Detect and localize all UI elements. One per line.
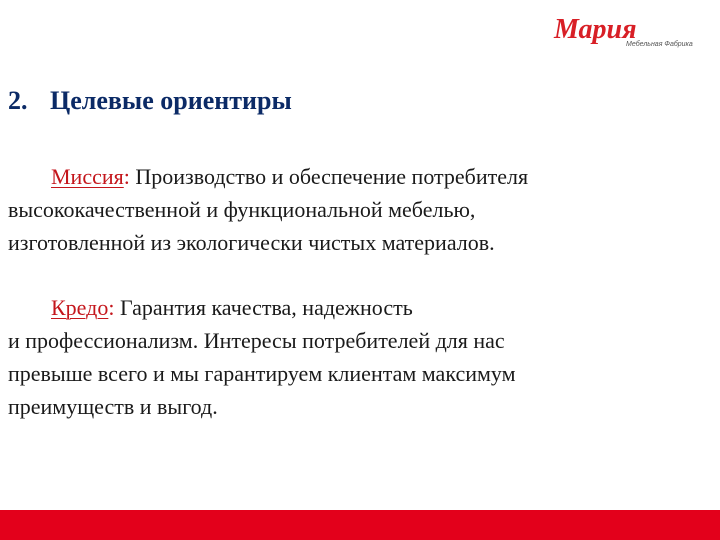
mission-text-1: Производство и обеспечение потребителя [129,164,529,189]
logo-subtitle: Мебельная Фабрика [626,41,693,48]
logo-wordmark [552,14,702,44]
slide-title [8,86,292,116]
mission-line-3: изготовленной из экологически чистых материалов. [8,230,495,255]
mission-label: Миссия [51,164,124,189]
credo-line-1 [8,291,516,324]
credo-line-3: превыше всего и мы гарантируем клиентам максимум [8,361,516,386]
footer-bar [0,510,720,540]
credo-label: Кредо [51,295,109,320]
svg-text:Мария: Мария [554,14,637,44]
mission-colon: : [123,164,130,189]
title-text: Целевые ориентиры [50,86,292,115]
credo-text-1: Гарантия качества, надежность [114,295,413,320]
company-logo [552,14,702,60]
credo-line-4: преимуществ и выгод. [8,394,218,419]
mission-line-2: высококачественной и функциональной мебелью, [8,197,476,222]
mission-line-1 [8,160,528,193]
mission-paragraph [8,160,528,259]
credo-line-2: и профессионализм. Интересы потребителей для нас [8,328,505,353]
credo-paragraph [8,291,516,423]
section-number: 2. [8,86,28,115]
credo-colon: : [108,295,115,320]
